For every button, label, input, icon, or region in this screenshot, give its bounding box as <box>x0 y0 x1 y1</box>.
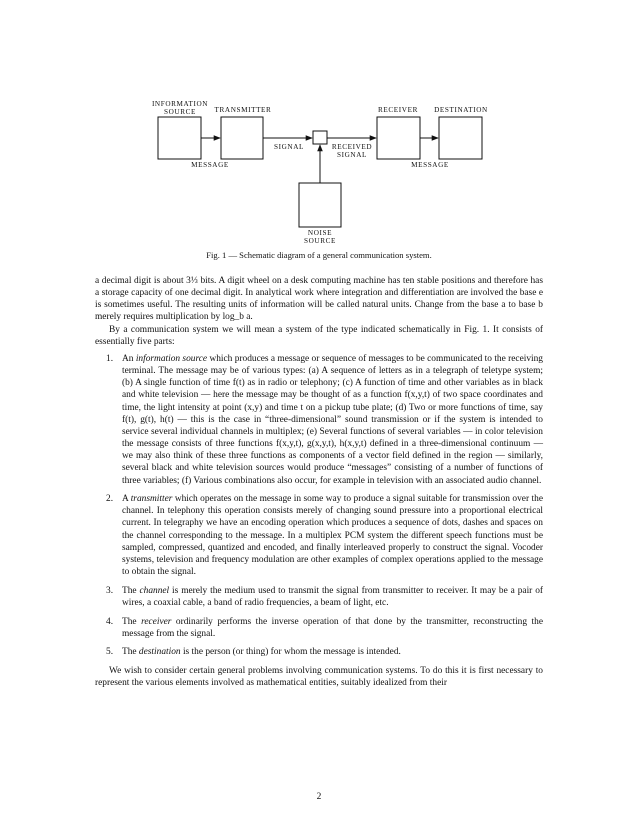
paragraph-units: a decimal digit is about 3⅓ bits. A digit wheel on a desk computing machine has ten stable positions and therefore has a storage capacity of one decimal digit. In analytical work where integration and differentiation are involved the base e is sometimes useful. The resulting units of information will be called natural units. Change from the base a to base b merely requires multiplication by log_b a. <box>95 276 543 323</box>
information-source-label-1: INFORMATION <box>151 100 209 108</box>
list-text: which operates on the message in some way to produce a signal suitable for transmission over the channel. In telephony this operation consists merely of changing sound pressure into a proportional electrical current. In telegraphy we have an encoding operation which produces a sequence of dots, dashes and spaces on the channel corresponding to the message. In a multiplex PCM system the different speech functions must be sampled, compressed, quantized and encoded, and finally interleaved properly to construct the signal. Vocoder systems, television and frequency modulation are other examples of complex operations applied to the message to obtain the signal. <box>122 494 543 578</box>
destination-block <box>439 117 482 159</box>
list-number: 1. <box>106 353 114 364</box>
figure-caption: Fig. 1 — Schematic diagram of a general communication system. <box>206 250 432 260</box>
list-term: destination <box>138 647 181 658</box>
list-item <box>95 646 543 658</box>
receiver-block <box>377 117 420 159</box>
information-source-block <box>158 117 201 159</box>
list-number: 4. <box>106 616 114 627</box>
list-text: is merely the medium used to transmit the signal from transmitter to receiver. It may be a pair of wires, a coaxial cable, a band of radio frequencies, a beam of light, etc. <box>122 585 543 608</box>
list-text: which produces a message or sequence of messages to be communicated to the receiving terminal. The message may be of various types: (a) A sequence of letters as in a telegraph of teletype system; (b) A single function of time f(t) as in radio or telephony; (c) A function of time and other variables as in black and white television — here the message may be thought of as a function f(x,y,t) of two space coordinates and time, the light intensity at point (x,y) and time t on a pickup tube plate; (d) Two or more functions of time, say f(t), g(t), h(t) — this is the case in “three-dimensional” sound transmission or if the system is intended to service several individual channels in multiplex; (e) Several functions of several variables — in color television the message consists of three functions f(x,y,t), g(x,y,t), h(x,y,t) defined in a three-dimensional continuum — we may also think of these three functions as components of a vector field defined in the region — similarly, several black and white television sources would produce “messages” consisting of a number of functions of three variables; (f) Various combinations also occur, for example in television with an associated audio channel. <box>122 353 543 486</box>
list-lead: The <box>122 647 139 658</box>
list-term: transmitter <box>130 494 173 505</box>
received-signal-label-1: RECEIVED <box>331 143 373 151</box>
noise-source-block <box>299 183 341 227</box>
list-number: 3. <box>106 585 114 596</box>
transmitter-label: TRANSMITTER <box>214 106 272 114</box>
communication-system-diagram <box>0 0 638 250</box>
list-term: information source <box>135 353 208 364</box>
message-right-label: MESSAGE <box>411 161 449 169</box>
channel-block <box>313 131 327 144</box>
list-text: is the person (or thing) for whom the message is intended. <box>180 647 401 658</box>
list-term: channel <box>139 585 170 596</box>
paragraph-general-problems: We wish to consider certain general problems involving communication systems. To do this it is first necessary to represent the various elements involved as mathematical entities, suitably idealized from their <box>95 666 543 689</box>
list-item <box>95 585 543 609</box>
body-text <box>95 275 543 689</box>
page-number: 2 <box>316 792 322 802</box>
received-signal-label-2: SIGNAL <box>337 151 367 159</box>
list-lead: The <box>122 616 142 627</box>
paragraph-communication-system: By a communication system we will mean a system of the type indicated schematically in Fig. 1. It consists of essentially five parts: <box>95 324 543 347</box>
list-text: ordinarily performs the inverse operation of that done by the transmitter, reconstructing the message from the signal. <box>122 616 543 639</box>
five-parts-list <box>95 353 543 659</box>
list-item <box>95 616 543 640</box>
list-item <box>95 353 543 487</box>
list-item <box>95 493 543 578</box>
list-lead: The <box>122 585 140 596</box>
list-number: 2. <box>106 494 114 505</box>
list-lead: An <box>122 353 136 364</box>
information-source-label-2: SOURCE <box>164 108 196 116</box>
signal-label: SIGNAL <box>274 143 304 151</box>
destination-label: DESTINATION <box>434 106 488 114</box>
noise-source-label-2: SOURCE <box>304 237 336 245</box>
list-lead: A <box>122 494 131 505</box>
message-left-label: MESSAGE <box>191 161 229 169</box>
list-number: 5. <box>106 647 114 658</box>
transmitter-block <box>221 117 263 159</box>
receiver-label: RECEIVER <box>378 106 418 114</box>
list-term: receiver <box>141 616 172 627</box>
noise-source-label-1: NOISE <box>307 229 333 237</box>
